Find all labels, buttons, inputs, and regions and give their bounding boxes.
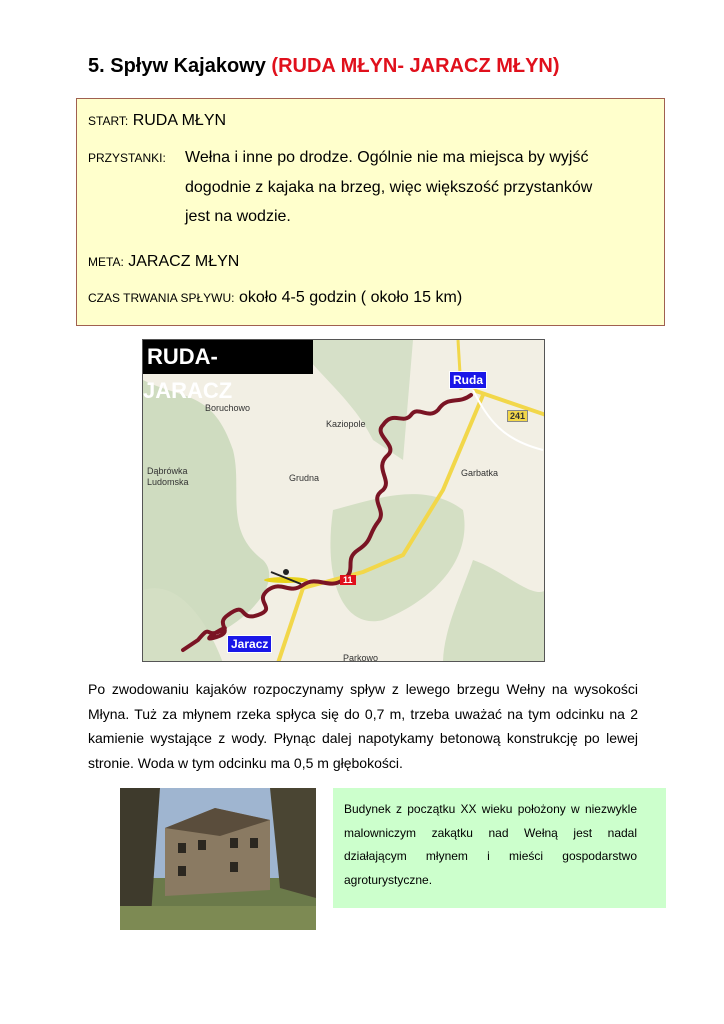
title-prefix: 5. Spływ Kajakowy	[88, 55, 272, 77]
stops-text-2: dogodnie z kajaka na brzeg, więc większość przystanków	[185, 179, 593, 196]
road-11-label: 11	[340, 575, 356, 585]
duration-label: CZAS TRWANIA SPŁYWU:	[88, 291, 235, 305]
stops-text-1: Wełna i inne po drodze. Ogólnie nie ma miejsca by wyjść	[185, 149, 589, 166]
duration-row	[88, 283, 462, 313]
page-title	[88, 55, 560, 78]
start-label: START:	[88, 114, 129, 128]
mill-photo	[120, 788, 316, 930]
place-label: Garbatka	[461, 468, 499, 478]
photo-caption: Budynek z początku XX wieku położony w niezwykle malowniczym zakątku nad Wełną jest nadal działającym młynem i mieści gospodarstwo agroturystyczne.	[344, 802, 637, 887]
end-pin: Jaracz	[227, 635, 272, 653]
finish-value: JARACZ MŁYN	[128, 253, 240, 270]
place-label: Kaziopole	[326, 419, 366, 429]
place-label: Grudna	[289, 473, 320, 483]
photo-caption-box	[333, 788, 666, 908]
finish-row	[88, 247, 239, 277]
start-value: RUDA MŁYN	[132, 112, 227, 129]
road-241-label: 241	[507, 410, 528, 422]
place-label: Ludomska	[147, 477, 189, 487]
title-route: (RUDA MŁYN- JARACZ MŁYN)	[271, 55, 560, 77]
kayak-icon	[264, 569, 308, 584]
finish-label: META:	[88, 255, 124, 269]
description-paragraph: Po zwodowaniu kajaków rozpoczynamy spływ z lewego brzegu Wełny na wysokości Młyna. Tuż za młynem rzeka spłyca się do 0,7 m, trzeba uważać na tym odcinku na 2 kamienie wystające z wody. Płynąc dalej napotykamy betonową konstrukcję po lewej stronie. Woda w tym odcinku ma 0,5 m głębokości.	[88, 681, 638, 771]
mill-photo-graphic	[120, 788, 316, 930]
route-map	[142, 339, 545, 662]
forest-area	[443, 560, 545, 662]
place-label: Dąbrówka	[147, 466, 188, 476]
place-label: Parkowo	[343, 653, 379, 662]
start-pin: Ruda	[449, 371, 487, 389]
trip-info-box	[76, 98, 665, 326]
place-label: Boruchowo	[205, 403, 251, 413]
stops-text-3: jest na wodzie.	[185, 208, 291, 225]
duration-value: około 4-5 godzin ( około 15 km)	[238, 289, 463, 306]
stops-row	[88, 143, 166, 173]
start-row	[88, 106, 226, 136]
stops-label: PRZYSTANKI:	[88, 151, 166, 165]
map-title: RUDA- JARACZ	[143, 340, 313, 374]
